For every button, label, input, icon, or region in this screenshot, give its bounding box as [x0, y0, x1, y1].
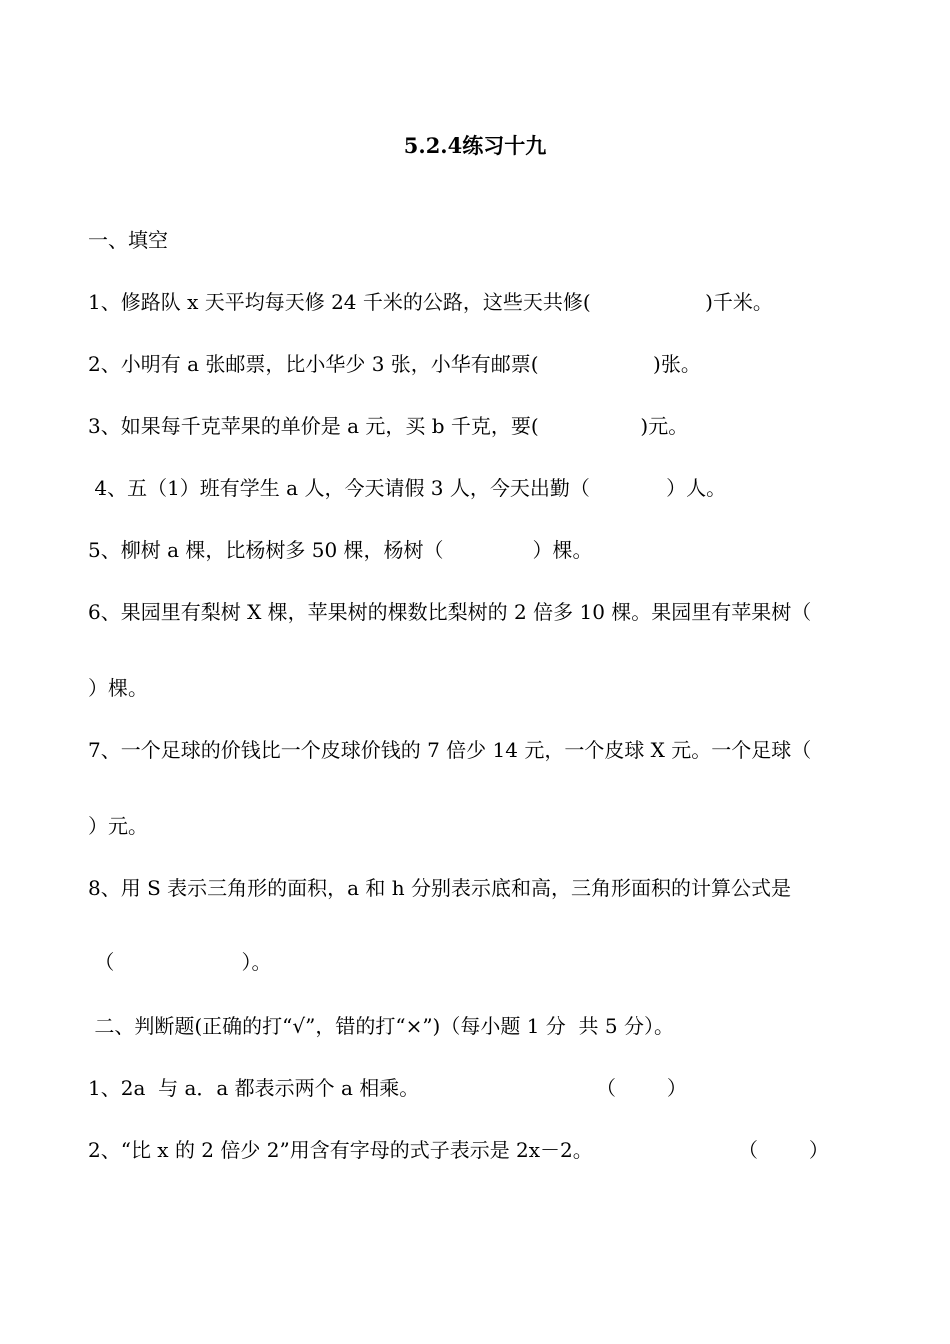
question-4: 4、五（1）班有学生 a 人，今天请假 3 人，今天出勤（ ）人。 [88, 476, 727, 500]
question-6-continuation: ）棵。 [88, 676, 148, 700]
judge-answer-bracket-1: （ ） [596, 1076, 687, 1100]
page-title: 5.2.4练习十九 [403, 133, 547, 158]
section-heading-true-false: 二、判断题(正确的打“√”，错的打“×”)（每小题 1 分 共 5 分）。 [88, 1014, 674, 1038]
question-8-continuation: （ ）。 [88, 950, 272, 974]
question-8: 8、用 S 表示三角形的面积，a 和 h 分别表示底和高，三角形面积的计算公式是 [88, 876, 792, 900]
question-2: 2、小明有 a 张邮票，比小华少 3 张，小华有邮票( )张。 [88, 352, 701, 376]
judge-question-2: 2、“比 x 的 2 倍少 2”用含有字母的式子表示是 2x－2。 [88, 1138, 593, 1162]
question-1: 1、修路队 x 天平均每天修 24 千米的公路，这些天共修( )千米。 [88, 290, 773, 314]
judge-answer-bracket-2: （ ） [738, 1138, 829, 1162]
question-3: 3、如果每千克苹果的单价是 a 元，买 b 千克，要( )元。 [88, 414, 689, 438]
question-6: 6、果园里有梨树 X 棵，苹果树的棵数比梨树的 2 倍多 10 棵。果园里有苹果树（ [88, 600, 812, 624]
judge-question-1: 1、2a 与 a．a 都表示两个 a 相乘。 [88, 1076, 420, 1100]
section-heading-fill-in: 一、填空 [88, 228, 168, 252]
question-5: 5、柳树 a 棵，比杨树多 50 棵，杨树（ ）棵。 [88, 538, 593, 562]
question-7-continuation: ）元。 [88, 814, 148, 838]
question-7: 7、一个足球的价钱比一个皮球价钱的 7 倍少 14 元，一个皮球 X 元。一个足球（ [88, 738, 812, 762]
